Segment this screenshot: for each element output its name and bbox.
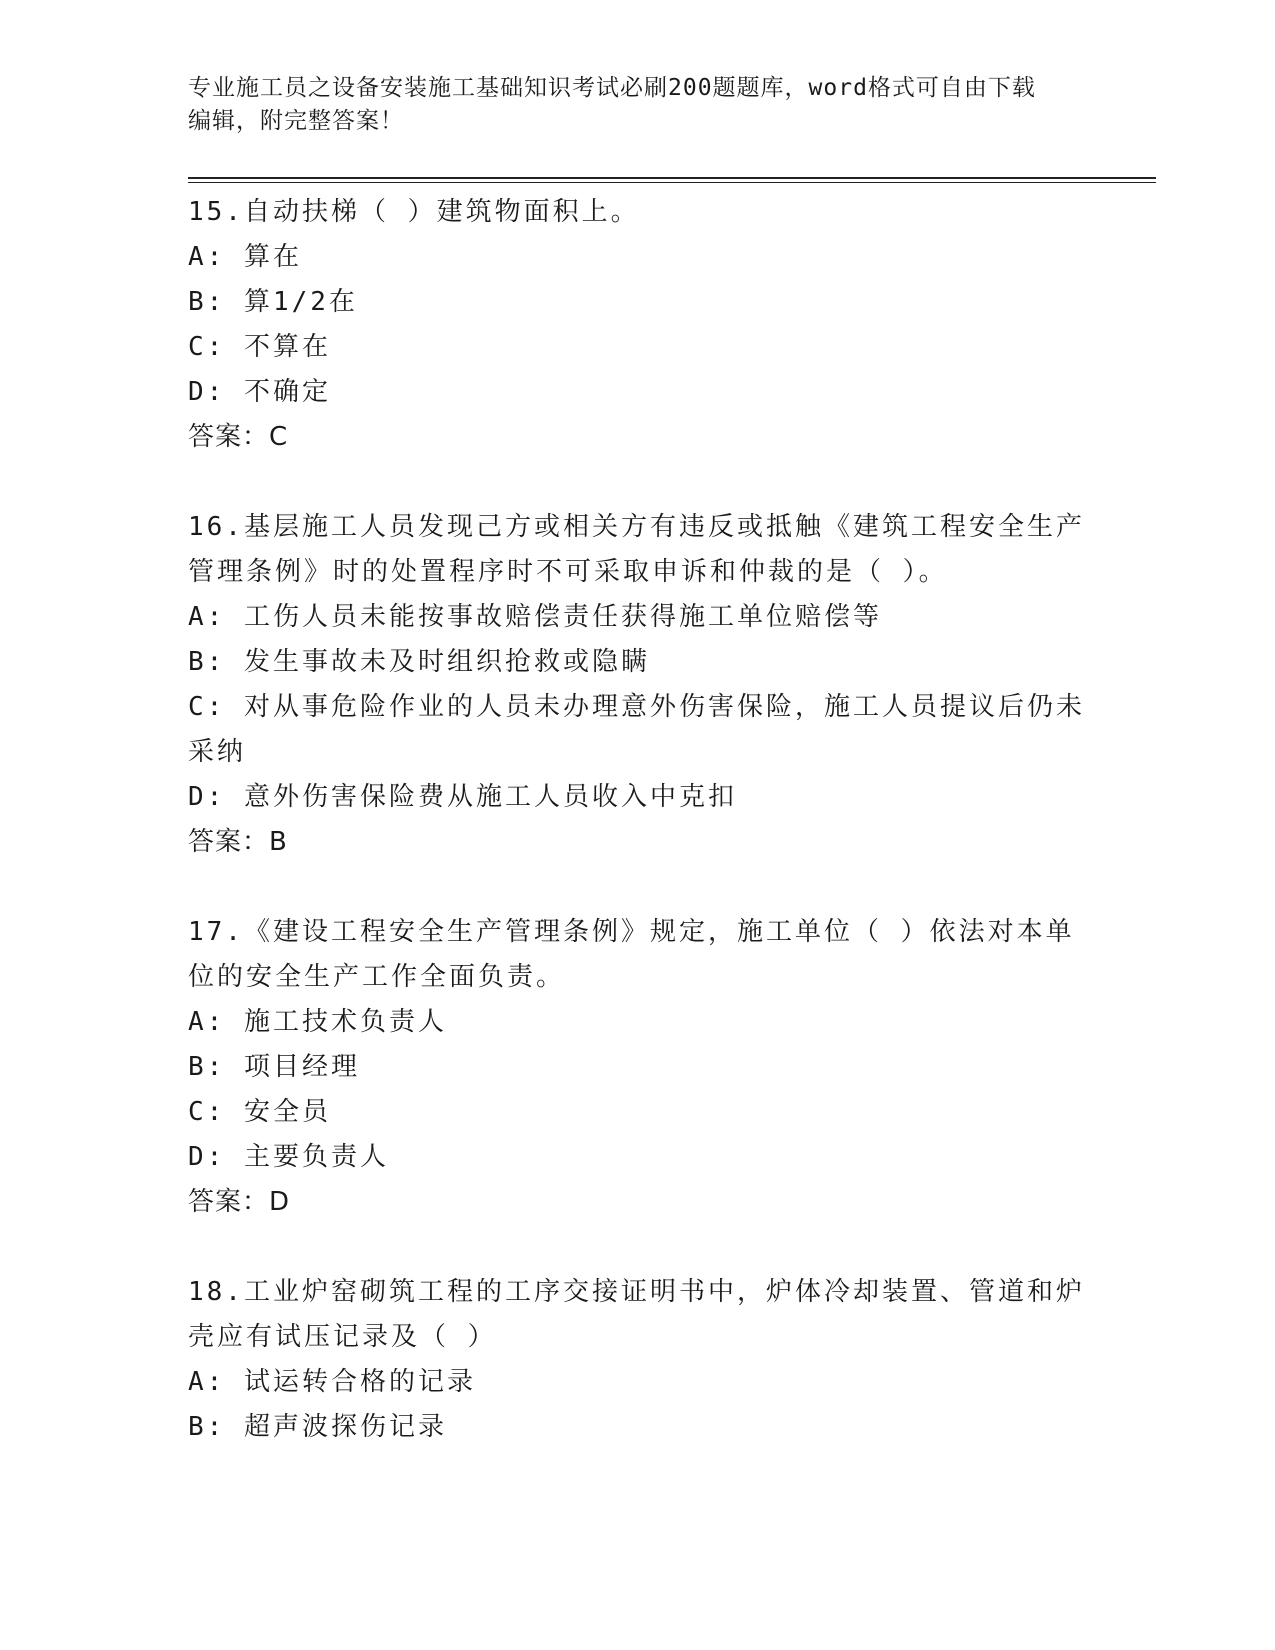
option-a: A: 施工技术负责人 [188,1007,447,1037]
option-b: B: 超声波探伤记录 [188,1412,447,1442]
option-d: D: 意外伤害保险费从施工人员收入中克扣 [188,782,737,812]
question-18 [188,1270,1088,1450]
option-a: A: 工伤人员未能按事故赔偿责任获得施工单位赔偿等 [188,602,882,632]
question-text: 15.自动扶梯（ ）建筑物面积上。 [188,197,640,227]
question-list [188,190,1088,1495]
header-divider [188,177,1156,179]
question-15 [188,190,1088,460]
option-b: B: 项目经理 [188,1052,360,1082]
document-header [188,72,1088,138]
header-line-1: 专业施工员之设备安装施工基础知识考试必刷200题题库，word格式可自由下载 [188,75,1036,101]
answer: 答案：B [188,827,288,857]
option-b: B: 算1/2在 [188,287,358,317]
option-c: C: 对从事危险作业的人员未办理意外伤害保险，施工人员提议后仍未采纳 [188,692,1085,767]
option-c: C: 不算在 [188,332,331,362]
question-text: 17.《建设工程安全生产管理条例》规定，施工单位（ ）依法对本单位的安全生产工作全面负责。 [188,917,1075,992]
option-a: A: 试运转合格的记录 [188,1367,476,1397]
question-text: 18.工业炉窑砌筑工程的工序交接证明书中，炉体冷却装置、管道和炉壳应有试压记录及（ ） [188,1277,1085,1352]
question-text: 16.基层施工人员发现己方或相关方有违反或抵触《建筑工程安全生产管理条例》时的处置程序时不可采取申诉和仲裁的是（ ）。 [188,512,1085,587]
header-line-2: 编辑，附完整答案！ [188,108,404,134]
option-d: D: 不确定 [188,377,331,407]
option-b: B: 发生事故未及时组织抢救或隐瞒 [188,647,650,677]
option-c: C: 安全员 [188,1097,331,1127]
option-d: D: 主要负责人 [188,1142,389,1172]
option-a: A: 算在 [188,242,302,272]
question-16 [188,505,1088,865]
question-17 [188,910,1088,1225]
answer: 答案：C [188,422,289,452]
header-divider-thin [188,182,1156,183]
answer: 答案：D [188,1187,291,1217]
